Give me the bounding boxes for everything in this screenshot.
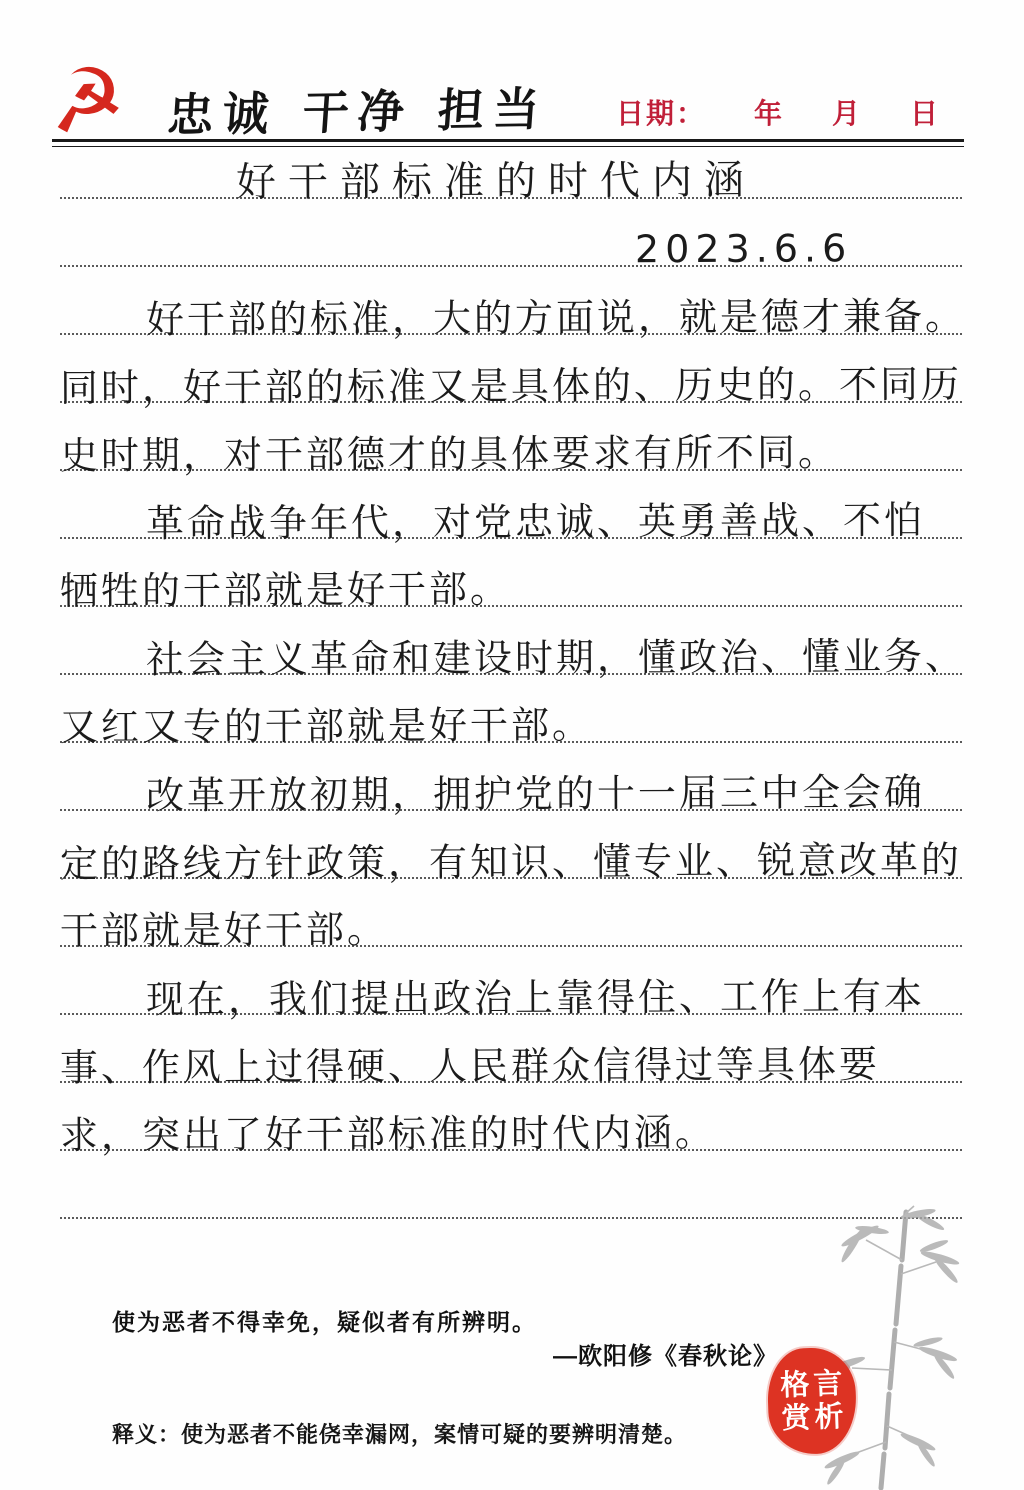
- ruled-line: [60, 131, 962, 206]
- essay-title: 好干部标准的时代内涵: [235, 157, 757, 206]
- ruled-line: [59, 403, 962, 478]
- essay-line: 又红又专的干部就是好干部。: [59, 703, 594, 750]
- handwritten-date: 2023.6.6: [634, 226, 853, 272]
- essay-line: 革命战争年代，对党忠诚、英勇善战、不怕: [145, 498, 926, 546]
- essay-line: 改革开放初期，拥护党的十一届三中全会确: [145, 770, 926, 818]
- aphorism-attribution: —欧阳修《春秋论》: [553, 1343, 778, 1370]
- essay-line: 事、作风上过得硬、人民群众信得过等具体要: [59, 1042, 881, 1090]
- ruled-line: [60, 947, 962, 1022]
- date-label: 日期：: [616, 98, 707, 129]
- ruled-line: [59, 675, 962, 750]
- ruled-line: [60, 199, 962, 272]
- ruled-line: [60, 607, 967, 682]
- essay-line: 好干部的标准，大的方面说，就是德才兼备。: [145, 294, 967, 342]
- essay-line: 史时期，对干部德才的具体要求有所不同。: [59, 430, 840, 478]
- date-day-label: 日: [910, 98, 941, 129]
- ruled-line: [59, 811, 963, 887]
- ruled-line: [59, 1015, 962, 1090]
- seal-text-top: 格言: [779, 1365, 847, 1402]
- essay-line: 干部就是好干部。: [59, 907, 389, 953]
- essay-line: 社会主义革命和建设时期，懂政治、懂业务、: [145, 634, 967, 682]
- essay-line: 现在，我们提出政治上靠得住、工作上有本: [145, 974, 926, 1022]
- writing-area: [59, 131, 967, 1219]
- date-month-label: 月: [832, 98, 863, 129]
- essay-line: 同时，好干部的标准又是具体的、历史的。不同历: [59, 362, 963, 411]
- aphorism-explanation: 释义：使为恶者不能侥幸漏网，案情可疑的要辨明清楚。: [112, 1422, 688, 1447]
- date-row: [616, 92, 940, 132]
- ruled-line: [60, 743, 962, 818]
- ruled-line: [59, 539, 962, 614]
- ruled-line: [59, 335, 963, 411]
- ruled-line: [59, 1083, 962, 1158]
- seal-text-bottom: 赏析: [780, 1398, 849, 1436]
- essay-line: 求，突出了好干部标准的时代内涵。: [59, 1110, 717, 1158]
- date-year-label: 年: [754, 98, 785, 129]
- aphorism-quote: 使为恶者不得幸免，疑似者有所辨明。: [112, 1309, 537, 1335]
- motto-text: 忠诚 干净 担当: [165, 81, 550, 143]
- party-emblem-icon: ☭: [42, 47, 131, 155]
- essay-line: 定的路线方针政策，有知识、懂专业、锐意改革的: [59, 838, 963, 887]
- ruled-line: [59, 879, 962, 953]
- ruled-line: [60, 267, 967, 342]
- ruled-line: [60, 471, 962, 546]
- essay-line: 牺牲的干部就是好干部。: [59, 567, 512, 614]
